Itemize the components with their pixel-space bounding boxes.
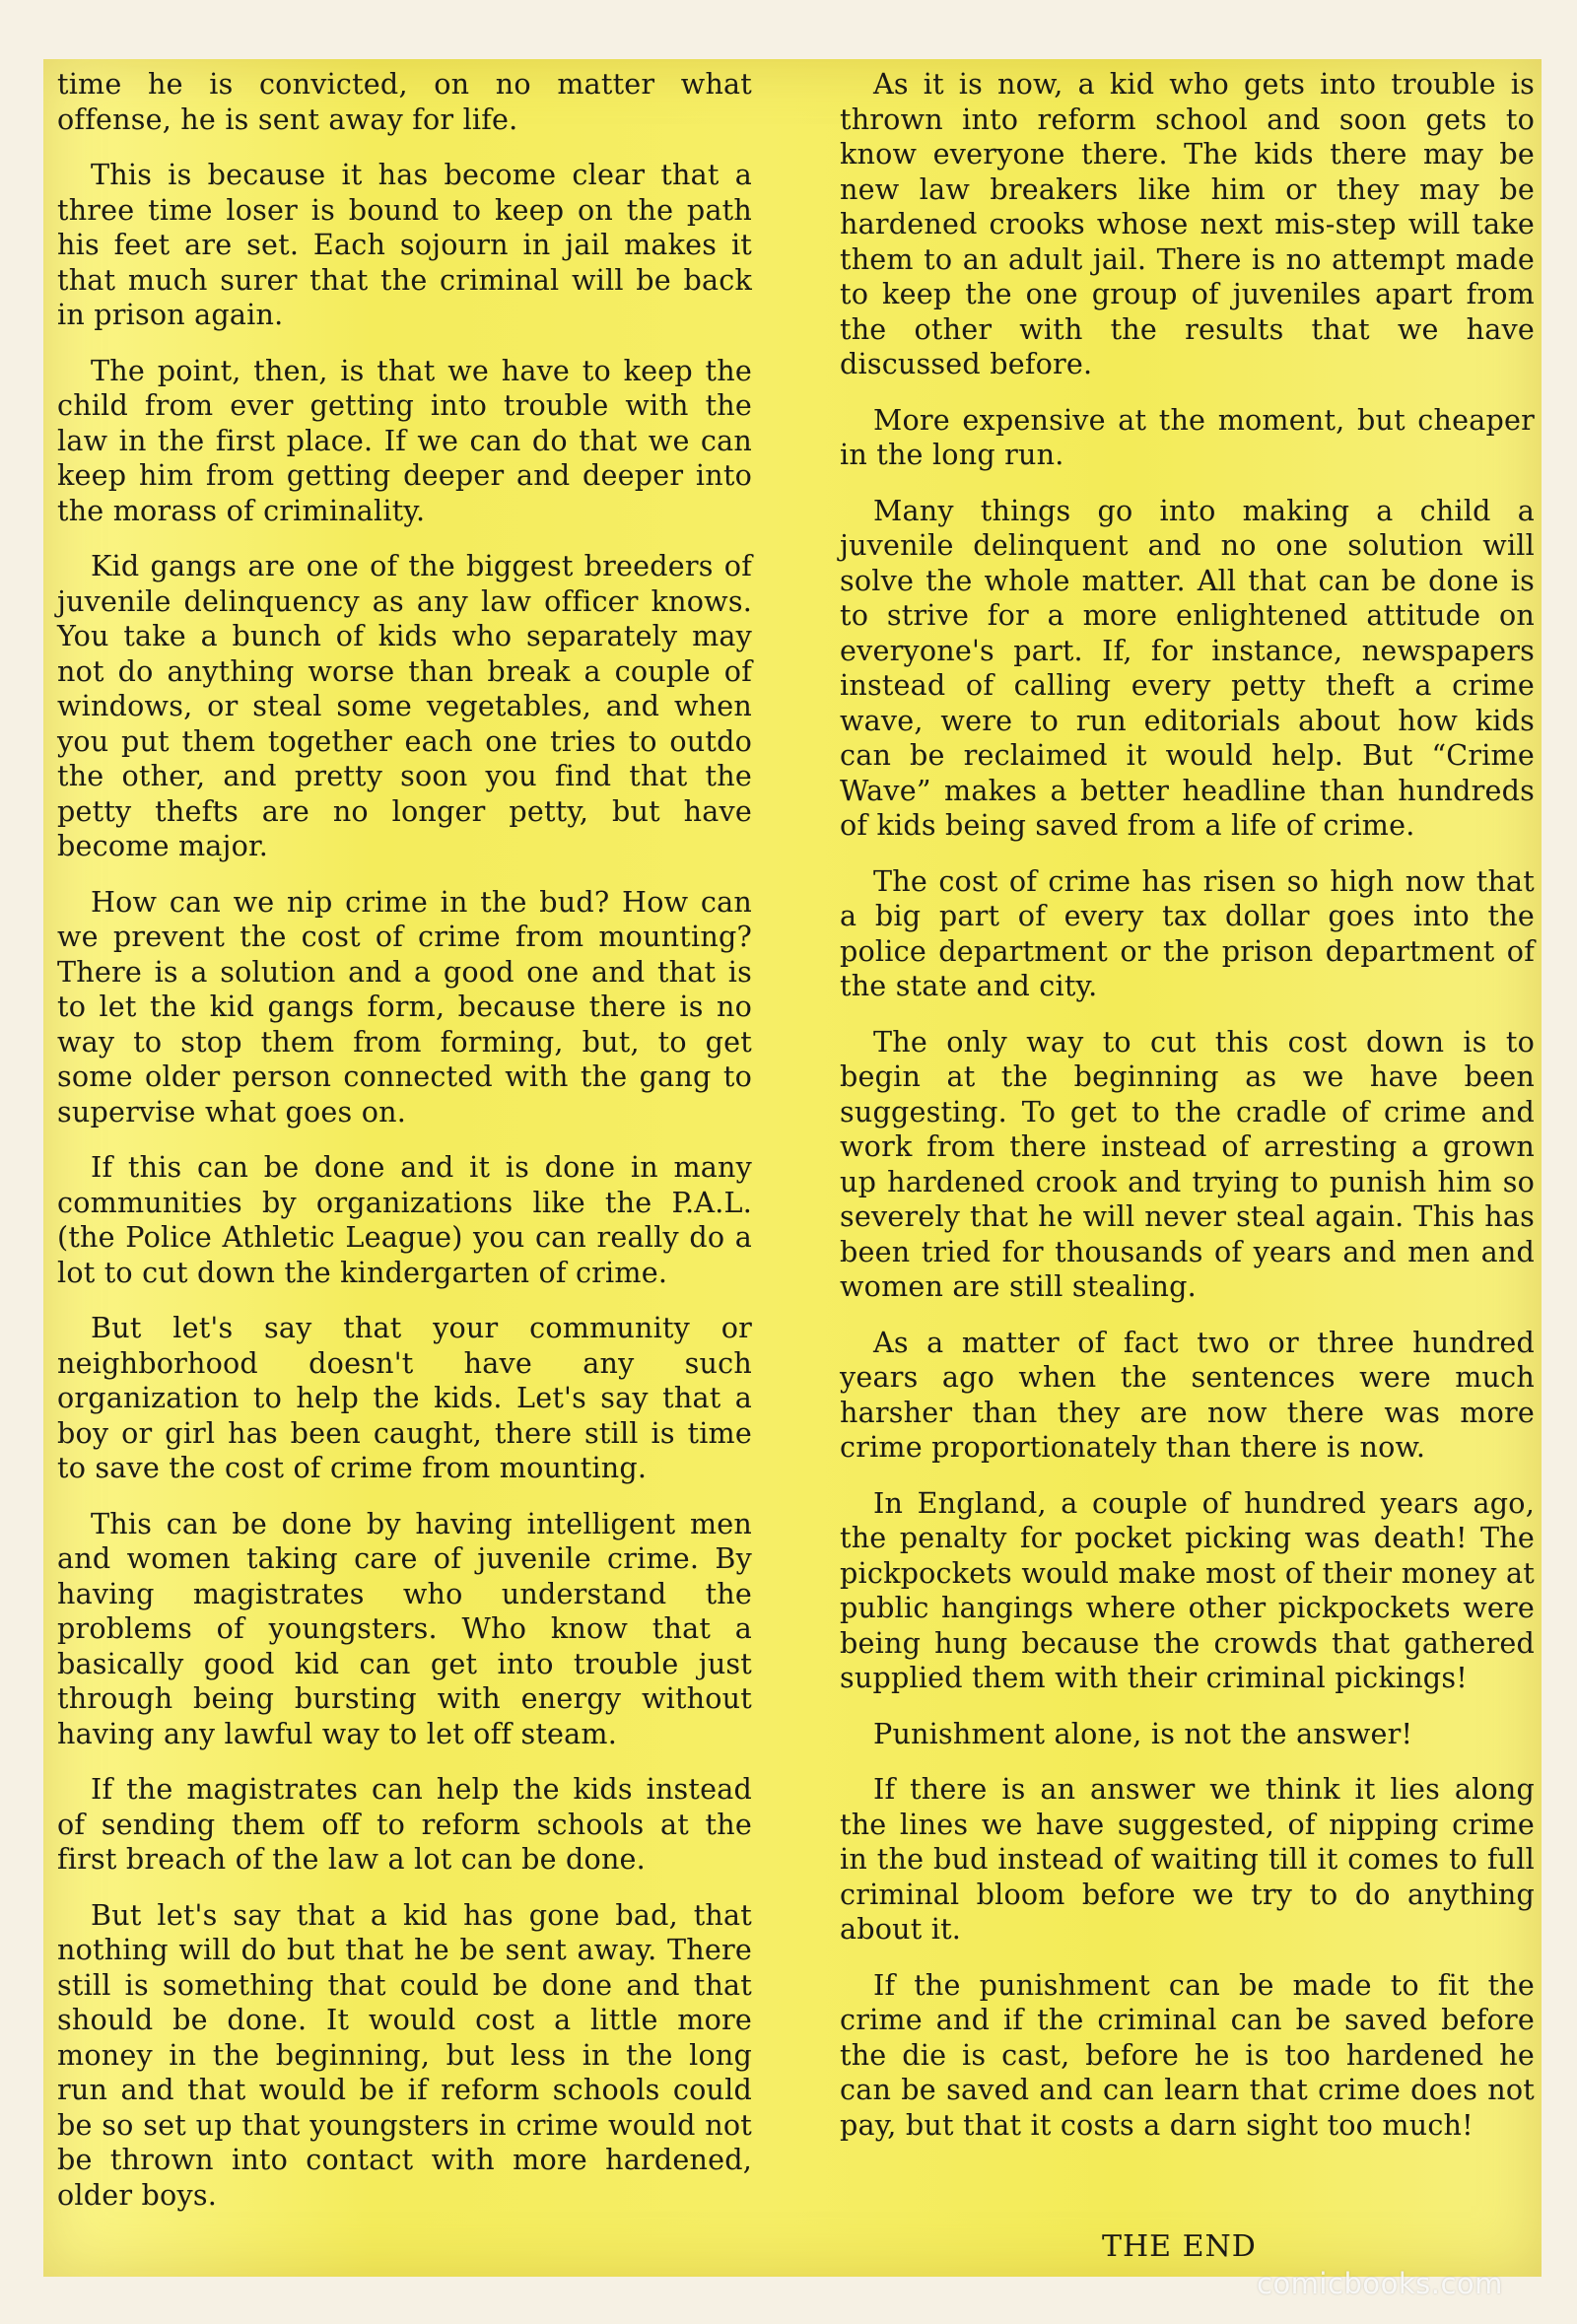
left-column bbox=[57, 67, 752, 2233]
paragraph: Kid gangs are one of the biggest breeders of juvenile delinquency as any law officer knows. You take a bunch of kids who separately may not do anything worse than break a couple of windows, or steal some vegetables, and when you put them together each one tries to outdo the other, and pretty soon you find that the petty thefts are no longer petty, but have become major. bbox=[57, 549, 752, 862]
paragraph: In England, a couple of hundred years ago, the penalty for pocket picking was death! The pickpockets would make most of their money at public hangings where other pickpockets were being hung because the crowds that gathered supplied them with their criminal pickings! bbox=[840, 1485, 1535, 1694]
paragraph: The only way to cut this cost down is to begin at the beginning as we have been suggesting. To get to the cradle of crime and work from there instead of arresting a grown up hardened crook and trying to punish him so severely that he will never steal again. This has been tried for thousands of years and men and women are still stealing. bbox=[840, 1024, 1535, 1303]
paragraph: How can we nip crime in the bud? How can we prevent the cost of crime from mounting? There is a solution and a good one and that is to let the kid gangs form, because there is no way to stop them from forming, but, to get some older person connected with the gang to supervise what goes on. bbox=[57, 884, 752, 1128]
paragraph: More expensive at the moment, but cheaper in the long run. bbox=[840, 402, 1535, 471]
the-end-label: THE END bbox=[1102, 2229, 1257, 2264]
paragraph: This is because it has become clear that a three time loser is bound to keep on the path his feet are set. Each sojourn in jail makes it that much surer that the criminal will be back in prison again. bbox=[57, 158, 752, 331]
paragraph: As it is now, a kid who gets into trouble is thrown into reform school and soon gets to know everyone there. The kids there may be new law breakers like him or they may be hardened crooks whose next mis-step will take them to an adult jail. There is no attempt made to keep the one group of juveniles apart from the other with the results that we have discussed before. bbox=[840, 67, 1535, 380]
paragraph: As a matter of fact two or three hundred years ago when the sentences were much harsher than they are now there was more crime proportionately than there is now. bbox=[840, 1325, 1535, 1464]
paragraph: If the punishment can be made to fit the crime and if the criminal can be saved before the die is cast, before he is too hardened he can be saved and can learn that crime does not pay, but that it costs a darn sight too much! bbox=[840, 1967, 1535, 2142]
paragraph: time he is convicted, on no matter what offense, he is sent away for life. bbox=[57, 67, 752, 136]
paragraph: Many things go into making a child a juvenile delinquent and no one solution will solve the whole matter. All that can be done is to strive for a more enlightened attitude on everyone's part. If, for instance, newspapers instead of calling every petty theft a crime wave, were to run editorials about how kids can be reclaimed it would help. But “Crime Wave” makes a better headline than hundreds of kids being saved from a life of crime. bbox=[840, 493, 1535, 842]
paragraph: This can be done by having intelligent men and women taking care of juvenile crime. By having magistrates who understand the problems of youngsters. Who know that a basically good kid can get into trouble just through being bursting with energy without having any lawful way to let off steam. bbox=[57, 1506, 752, 1750]
site-watermark: comicbooks.com bbox=[1257, 2267, 1503, 2300]
paragraph: If this can be done and it is done in many communities by organizations like the P.A.L. (the Police Athletic League) you can really do a lot to cut down the kindergarten of crime. bbox=[57, 1150, 752, 1289]
paragraph: But let's say that a kid has gone bad, that nothing will do but that he be sent away. There still is something that could be done and that should be done. It would cost a little more money in the beginning, but less in the long run and that would be if reform schools could be so set up that youngsters in crime would not be thrown into contact with more hardened, older boys. bbox=[57, 1897, 752, 2212]
paragraph: But let's say that your community or neighborhood doesn't have any such organization to help the kids. Let's say that a boy or girl has been caught, there still is time to save the cost of crime from mounting. bbox=[57, 1311, 752, 1484]
paragraph: Punishment alone, is not the answer! bbox=[873, 1716, 1413, 1750]
paragraph: If there is an answer we think it lies along the lines we have suggested, of nipping crime in the bud instead of waiting till it comes to full criminal bloom before we try to do anything about it. bbox=[840, 1772, 1535, 1946]
right-column bbox=[840, 67, 1535, 2163]
paragraph: If the magistrates can help the kids instead of sending them off to reform schools at the first breach of the law a lot can be done. bbox=[57, 1772, 752, 1876]
paragraph: The point, then, is that we have to keep the child from ever getting into trouble with the law in the first place. If we can do that we can keep him from getting deeper and deeper into the morass of criminality. bbox=[57, 353, 752, 527]
paragraph: The cost of crime has risen so high now that a big part of every tax dollar goes into the police department or the prison department of the state and city. bbox=[840, 863, 1535, 1002]
